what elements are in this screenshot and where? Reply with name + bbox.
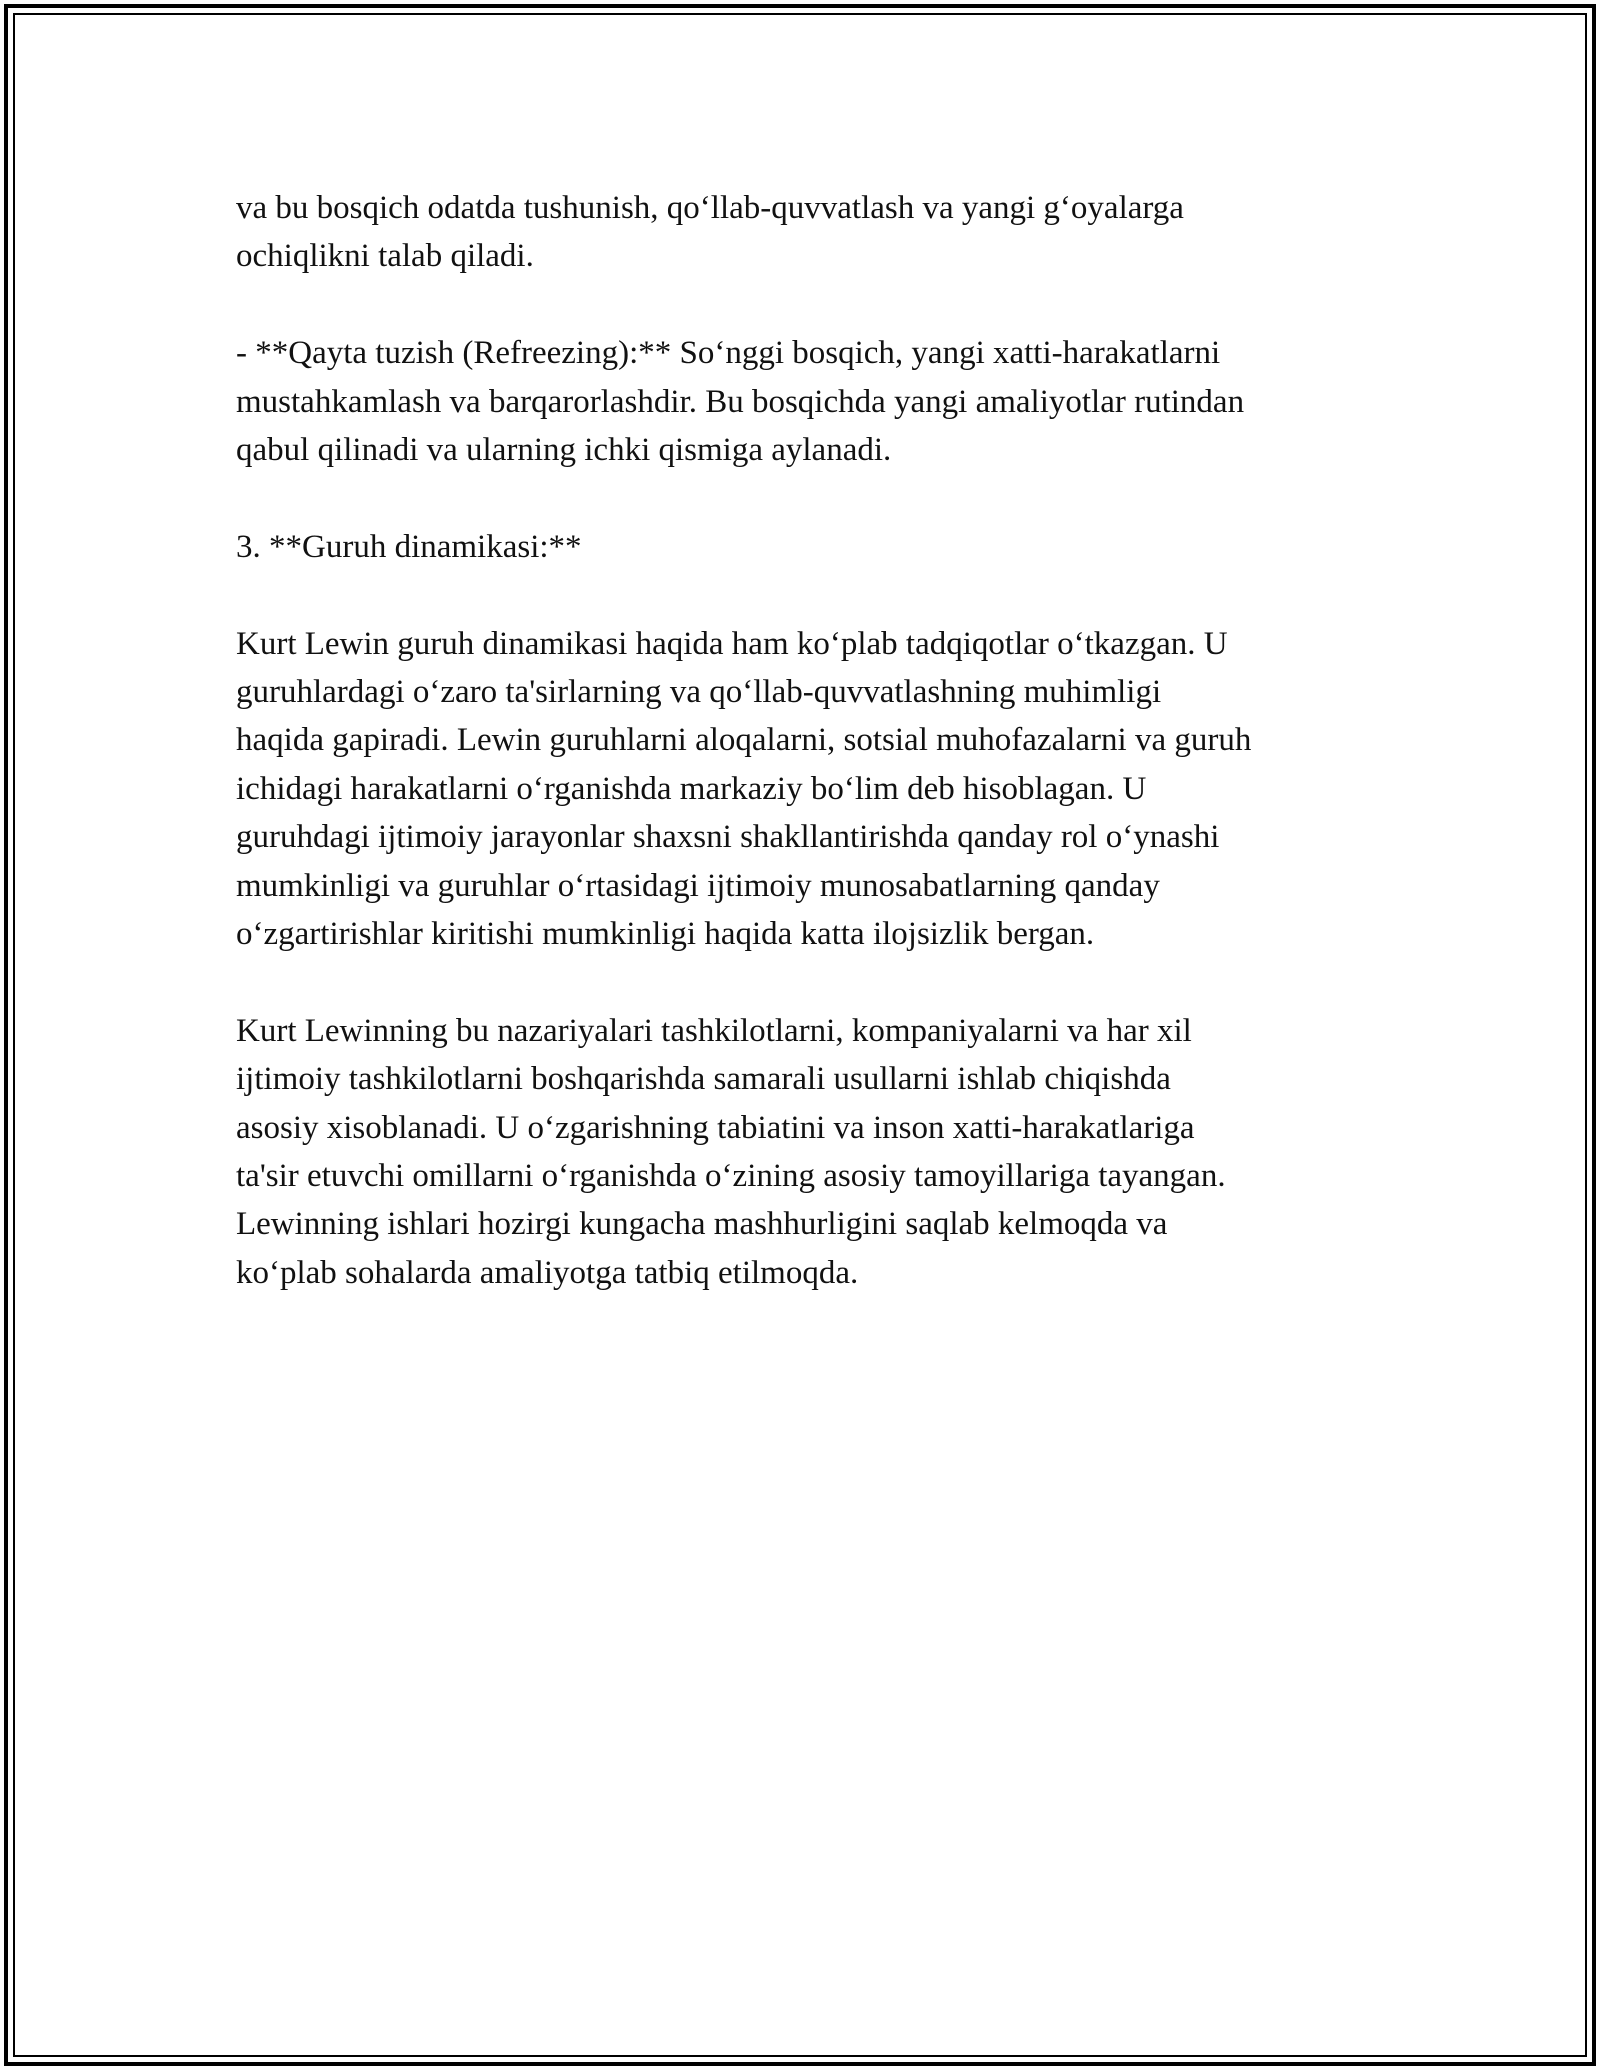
paragraph-unfreezing-continuation: va bu bosqich odatda tushunish, qo‘llab-quvvatlash va yangi g‘oyalarga ochiqlikni talab qiladi.: [236, 190, 1184, 275]
paragraph-refreezing: - **Qayta tuzish (Refreezing):** So‘nggi bosqich, yangi xatti-harakatlarni mustahkamlash va barqarorlashdir. Bu bosqichda yangi amaliyotlar rutindan qabul qilinadi va ularning ichki qismiga aylanadi.: [236, 335, 1245, 469]
section-heading-group-dynamics: 3. **Guruh dinamikasi:**: [236, 528, 582, 565]
paragraph-conclusion: Kurt Lewinning bu nazariyalari tashkilotlarni, kompaniyalarni va har xil ijtimoiy tashkilotlarni boshqarishda samarali usullarni ishlab chiqishda asosiy xisoblanadi. U o‘zgarishning tabiatini va inson xatti-harakatlariga ta'sir etuvchi omillarni o‘rganishda o‘zining asosiy tamoyillariga tayangan. Lewinning ishlari hozirgi kungacha mashhurligini saqlab kelmoqda va ko‘plab sohalarda amaliyotga tatbiq etilmoqda.: [236, 1012, 1226, 1291]
paragraph-group-dynamics: Kurt Lewin guruh dinamikasi haqida ham ko‘plab tadqiqotlar o‘tkazgan. U guruhlardagi o‘zaro ta'sirlarning va qo‘llab-quvvatlashning muhimligi haqida gapiradi. Lewin guruhlarni aloqalarni, sotsial muhofazalarni va guruh ichidagi harakatlarni o‘rganishda markaziy bo‘lim deb hisoblagan. U guruhdagi ijtimoiy jarayonlar shaxsni shakllantirishda qanday rol o‘ynashi mumkinligi va guruhlar o‘rtasidagi ijtimoiy munosabatlarning qanday o‘zgartirishlar kiritishi mumkinligi haqida katta ilojsizlik bergan.: [236, 625, 1252, 953]
document-body: [236, 184, 1376, 1346]
